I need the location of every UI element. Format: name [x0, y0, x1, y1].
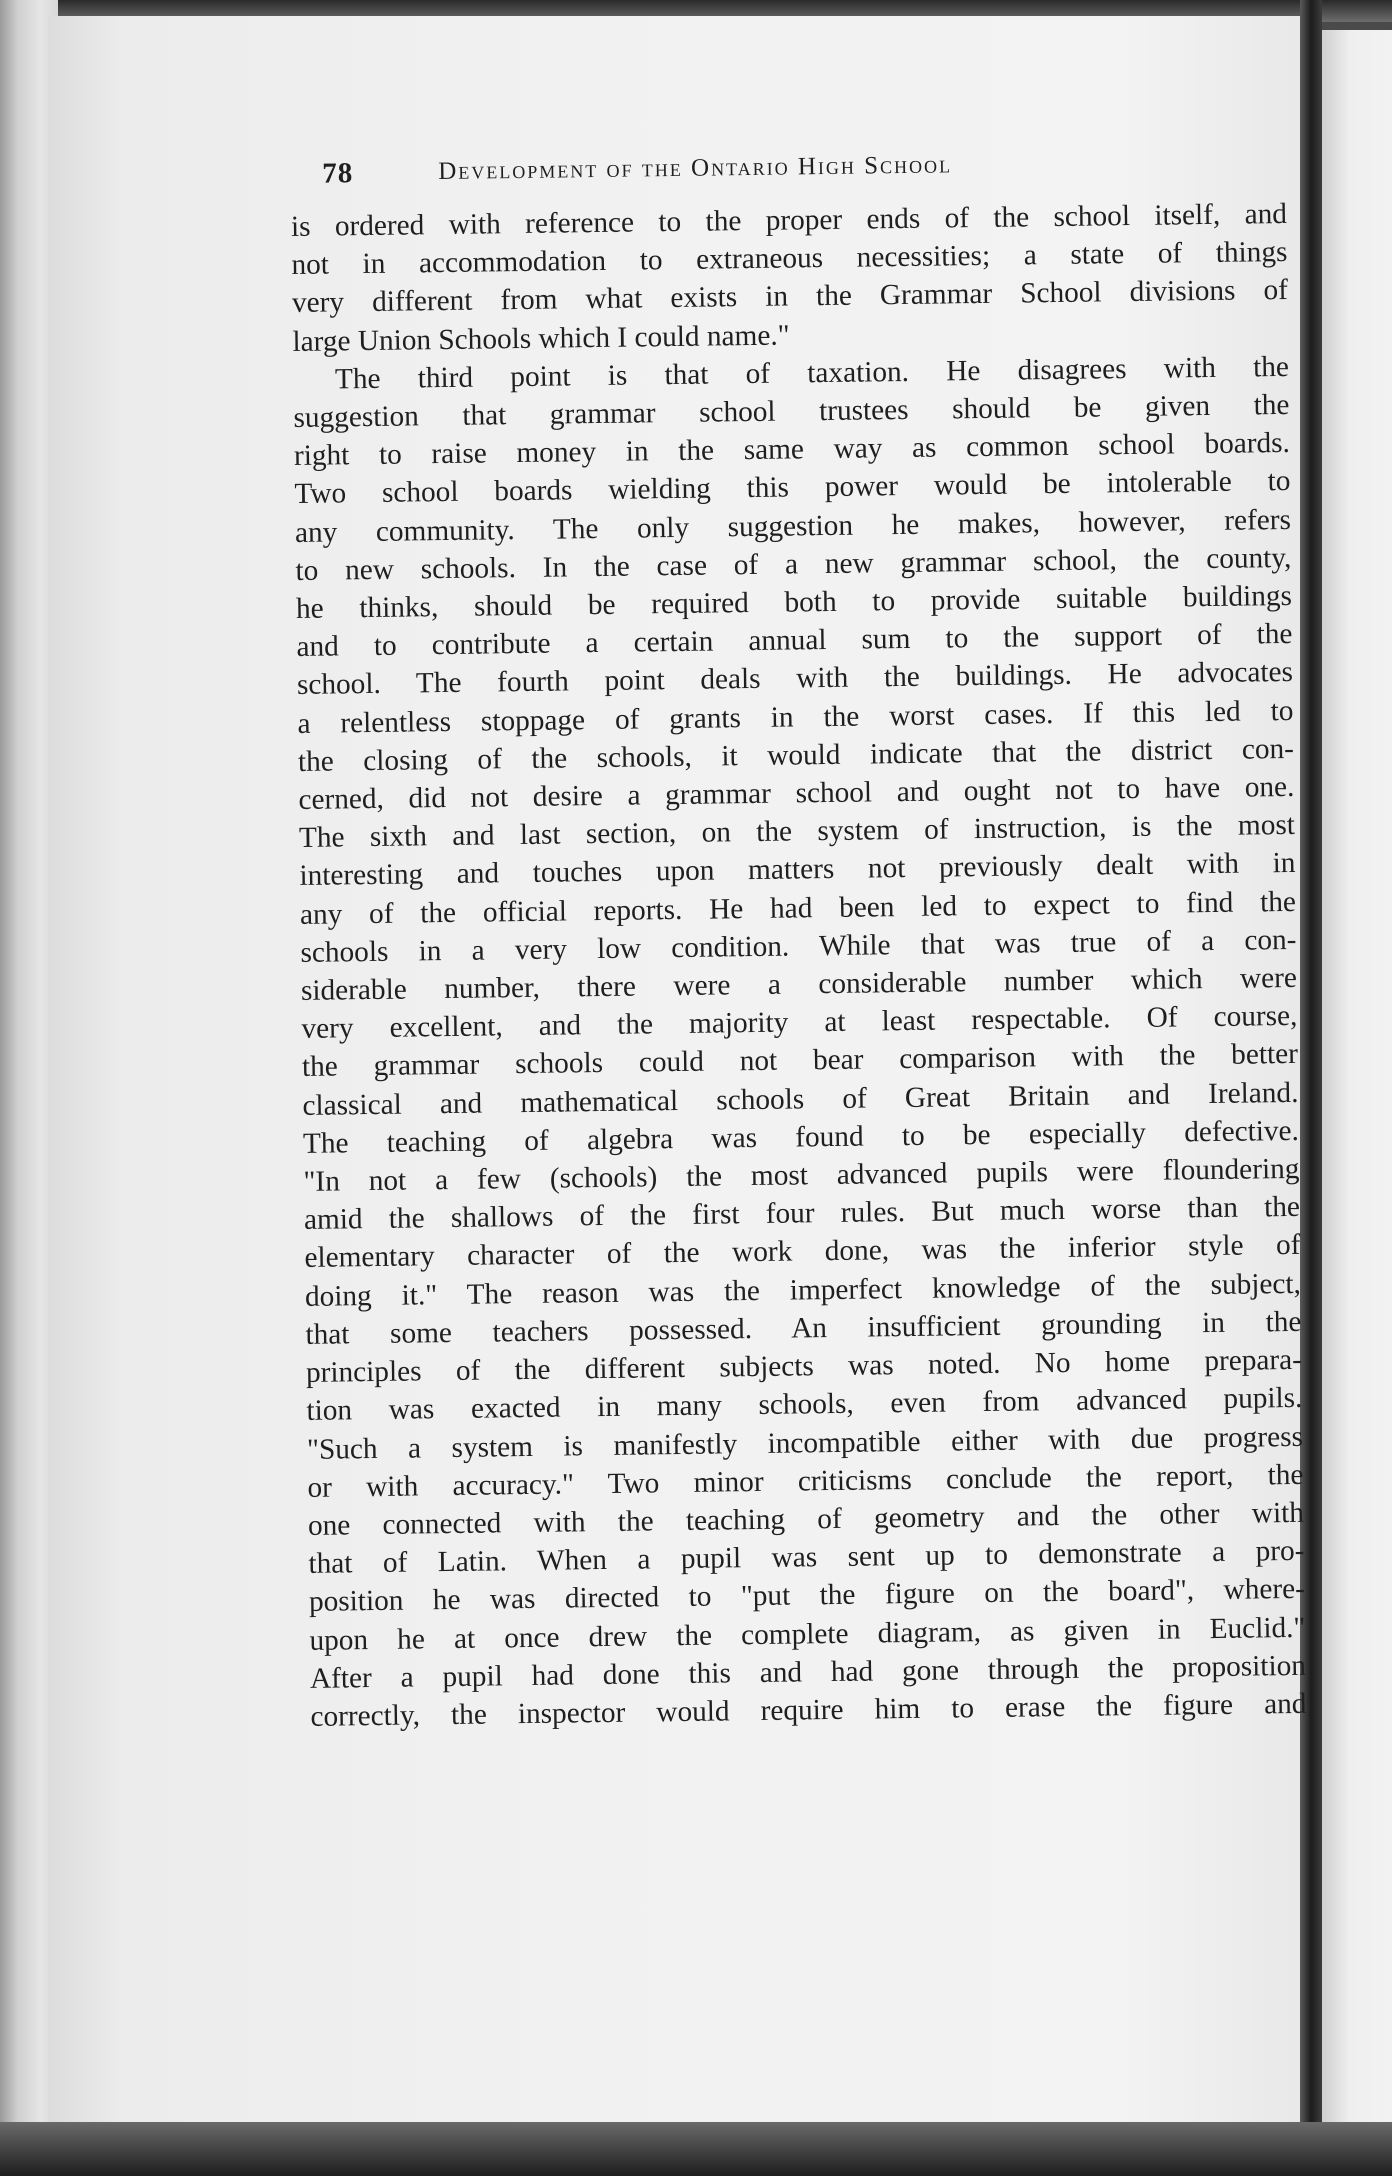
text-line: any of the official reports. He had been led to expect to find the	[299, 885, 1297, 931]
text-line: school. The fourth point deals with the buildings. He advocates	[296, 656, 1294, 702]
text-line: or with accuracy." Two minor criticisms conclude the report, the	[307, 1458, 1304, 1504]
text-line: "Such a system is manifestly incompatible either with due progress	[306, 1420, 1304, 1466]
text-line: any community. The only suggestion he makes, however, refers	[294, 503, 1292, 549]
text-line: Two school boards wielding this power would be intolerable to	[294, 465, 1291, 511]
text-line: elementary character of the work done, was the inferior style of	[304, 1229, 1301, 1275]
text-line: tion was exacted in many schools, even from advanced pupils.	[306, 1382, 1303, 1428]
text-line: "In not a few (schools) the most advanced pupils were floundering	[303, 1152, 1300, 1198]
text-line: the grammar schools could not bear comparison with the better	[301, 1038, 1299, 1084]
page-number: 78	[322, 157, 354, 190]
text-line: and to contribute a certain annual sum to the support of the	[296, 618, 1293, 664]
text-line: cerned, did not desire a grammar school and ought not to have one.	[298, 770, 1295, 816]
page-content	[290, 139, 1307, 1736]
text-line: siderable number, there were a considerable number which were	[300, 961, 1298, 1007]
text-line: interesting and touches upon matters not previously dealt with in	[299, 847, 1296, 893]
facing-page-edge	[1322, 30, 1392, 2126]
text-line: right to raise money in the same way as common school boards.	[293, 427, 1291, 473]
text-line: doing it." The reason was the imperfect knowledge of the subject,	[304, 1267, 1302, 1313]
text-line: classical and mathematical schools of Great Britain and Ireland.	[302, 1076, 1299, 1122]
scan-bottom-shadow	[0, 2122, 1392, 2176]
text-line: that some teachers possessed. An insufficient grounding in the	[305, 1305, 1302, 1351]
text-line: schools in a very low condition. While that was true of a con-	[300, 923, 1297, 969]
text-line: amid the shallows of the first four rules. But much worse than the	[303, 1191, 1301, 1237]
text-line: that of Latin. When a pupil was sent up to demonstrate a pro-	[308, 1534, 1305, 1580]
text-line: The teaching of algebra was found to be especially defective.	[302, 1114, 1300, 1160]
text-line: correctly, the inspector would require him to erase the figure and	[310, 1687, 1307, 1733]
text-line: upon he at once drew the complete diagram, as given in Euclid."	[309, 1611, 1306, 1657]
text-line: very different from what exists in the Grammar School divisions of	[291, 274, 1289, 320]
text-line: he thinks, should be required both to provide suitable buildings	[295, 579, 1293, 625]
book-gutter	[1300, 0, 1322, 2176]
text-line: position he was directed to "put the figure on the board", where-	[308, 1573, 1306, 1619]
text-line: a relentless stoppage of grants in the worst cases. If this led to	[297, 694, 1294, 740]
body-text	[291, 195, 1307, 1736]
text-line: suggestion that grammar school trustees should be given the	[293, 388, 1290, 434]
text-line: the closing of the schools, it would indicate that the district con-	[297, 732, 1295, 778]
running-title: Development of the Ontario High School	[438, 151, 953, 186]
text-line: to new schools. In the case of a new grammar school, the county,	[295, 541, 1292, 587]
text-line: is ordered with reference to the proper ends of the school itself, and	[290, 197, 1288, 243]
text-line: The sixth and last section, on the system of instruction, is the most	[298, 809, 1296, 855]
text-line: principles of the different subjects was noted. No home prepara-	[305, 1343, 1303, 1389]
text-line: The third point is that of taxation. He disagrees with the	[334, 350, 1290, 396]
text-line: After a pupil had done this and had gone through the proposition	[309, 1649, 1307, 1695]
text-line: large Union Schools which I could name."	[292, 319, 790, 358]
text-line: very excellent, and the majority at least respectable. Of course,	[301, 1000, 1298, 1046]
text-line: not in accommodation to extraneous necessities; a state of things	[291, 236, 1288, 282]
text-line: one connected with the teaching of geometry and the other with	[307, 1496, 1305, 1542]
